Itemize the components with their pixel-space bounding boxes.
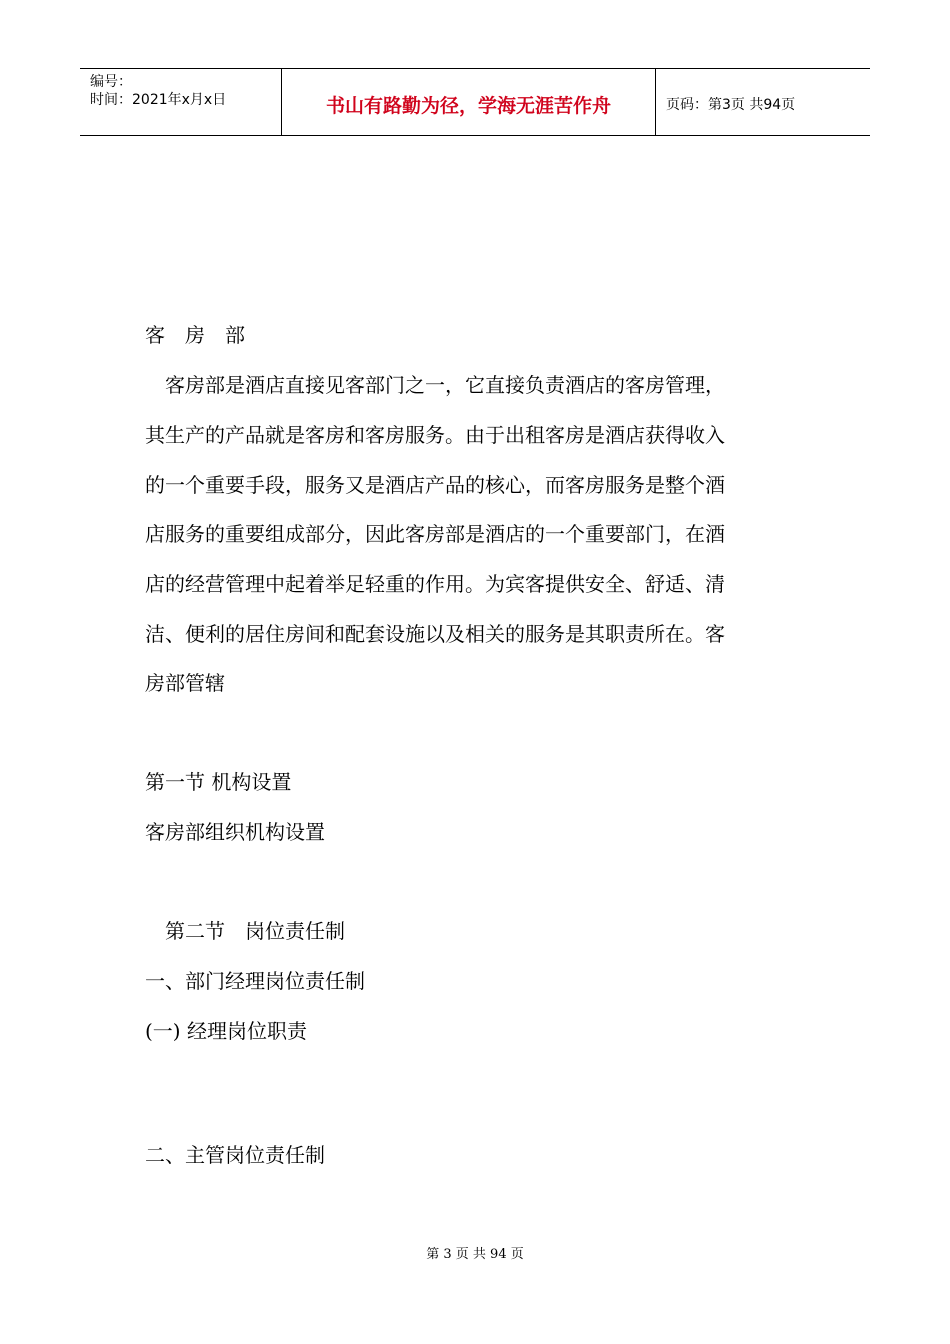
section1-heading: 第一节 机构设置 bbox=[145, 770, 292, 794]
header-motto: 书山有路勤为径，学海无涯苦作舟 bbox=[282, 69, 656, 135]
paragraph-line: 店的经营管理中起着举足轻重的作用。为宾客提供安全、舒适、清 bbox=[145, 572, 725, 596]
paragraph-line: 店服务的重要组成部分，因此客房部是酒店的一个重要部门，在酒 bbox=[145, 522, 725, 546]
header-number-label: 编号： bbox=[90, 74, 132, 90]
paragraph-line: 其生产的产品就是客房和客房服务。由于出租客房是酒店获得收入 bbox=[145, 423, 725, 447]
header-meta bbox=[80, 69, 282, 135]
section1-sub: 客房部组织机构设置 bbox=[145, 820, 325, 844]
paragraph-line: 房部管辖 bbox=[145, 671, 225, 695]
item1-sub: (一) 经理岗位职责 bbox=[145, 1019, 307, 1043]
page-header bbox=[80, 68, 870, 136]
paragraph-line: 洁、便利的居住房间和配套设施以及相关的服务是其职责所在。客 bbox=[145, 622, 725, 646]
section2-heading: 第二节 岗位责任制 bbox=[145, 919, 345, 943]
paragraph-line: 的一个重要手段，服务又是酒店产品的核心，而客房服务是整个酒 bbox=[145, 473, 725, 497]
item1-heading: 一、部门经理岗位责任制 bbox=[145, 969, 365, 993]
section-title: 客 房 部 bbox=[145, 323, 245, 347]
header-time-label: 时间：2021年x月x日 bbox=[90, 92, 227, 108]
page-footer: 第 3 页 共 94 页 bbox=[426, 1247, 524, 1262]
paragraph-line: 客房部是酒店直接见客部门之一，它直接负责酒店的客房管理， bbox=[145, 373, 725, 397]
header-page-info: 页码：第3页 共94页 bbox=[666, 97, 796, 113]
item2-heading: 二、主管岗位责任制 bbox=[145, 1143, 325, 1167]
